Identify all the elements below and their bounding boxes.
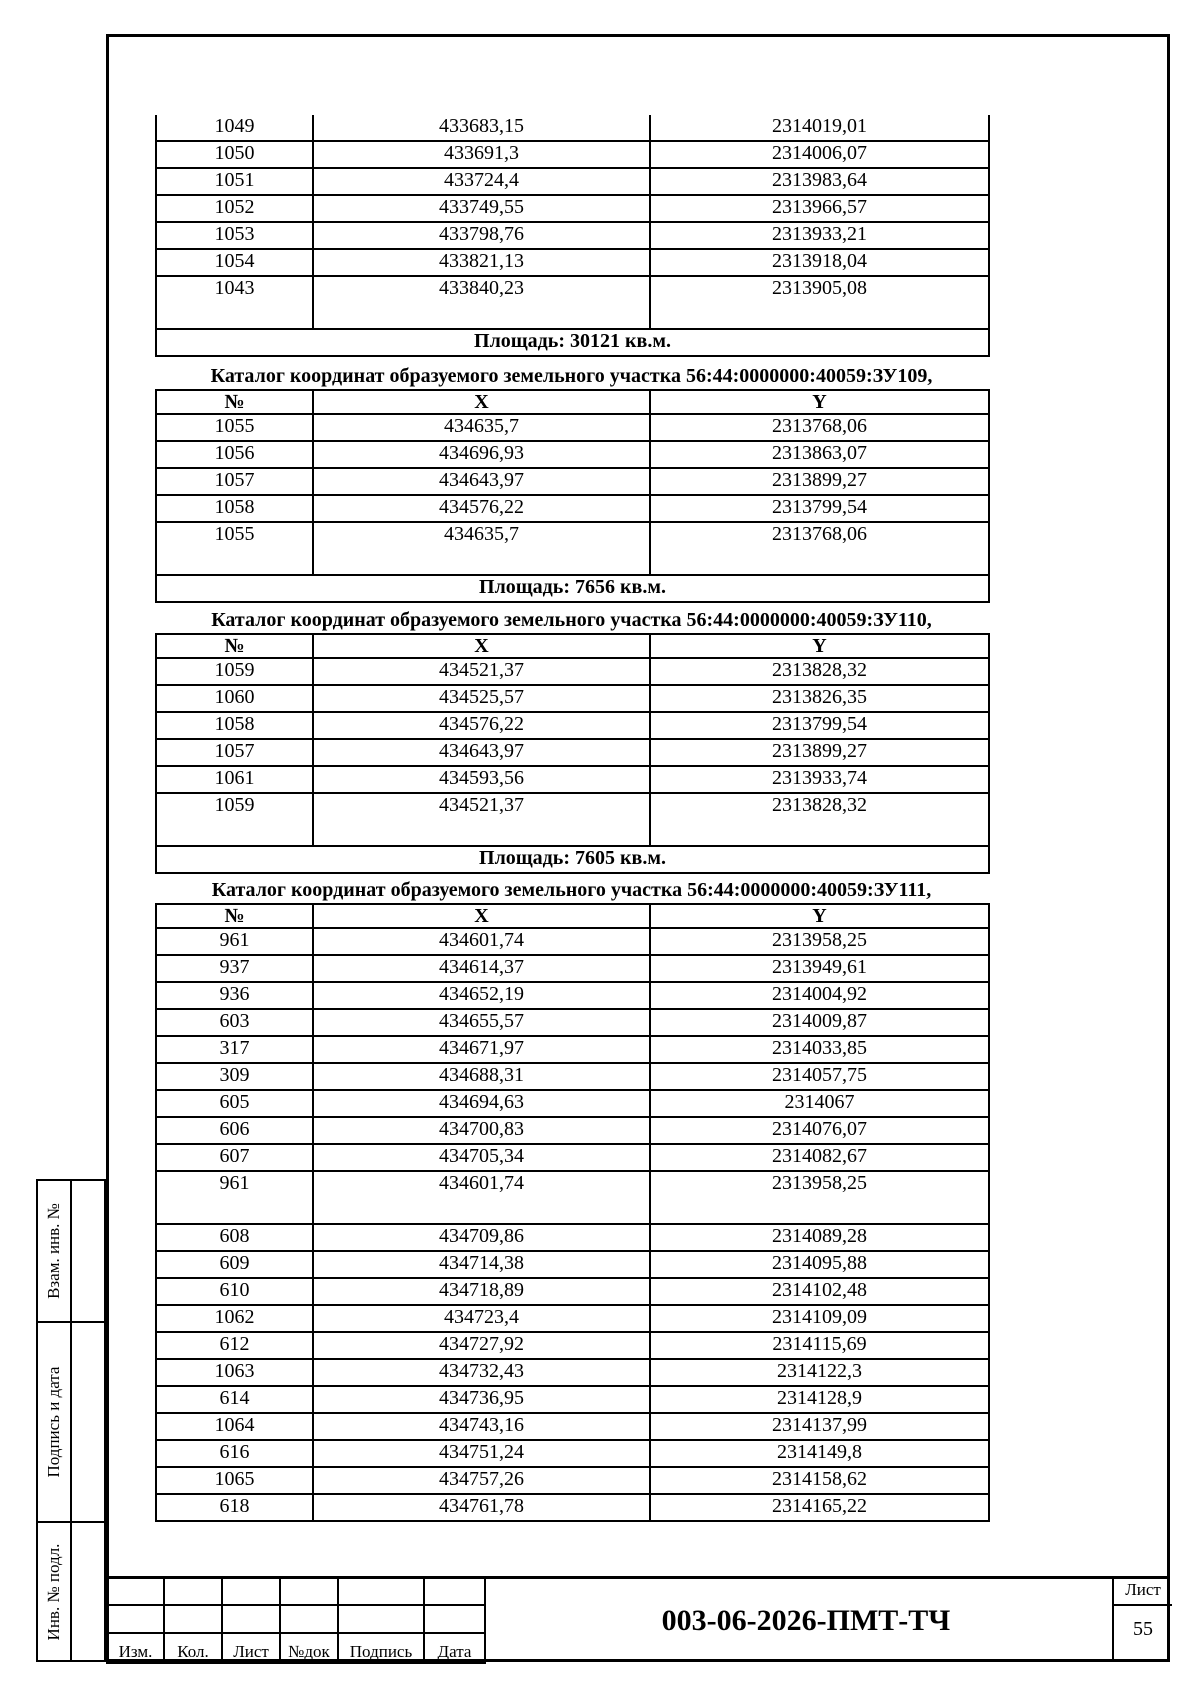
coord-y: 2314122,3 [650,1359,989,1386]
table-row [156,1305,989,1332]
table-row [156,739,989,766]
point-number: 1054 [156,249,313,276]
coord-x: 434576,22 [313,495,650,522]
table-row [156,1413,989,1440]
coord-y: 2313958,25 [650,928,989,955]
sidebar-inv-cell [36,1521,106,1662]
table-row [156,793,989,846]
coord-x: 434576,22 [313,712,650,739]
area-row [156,575,989,602]
table-title-zu109: Каталог координат образуемого земельного участка 56:44:0000000:40059:ЗУ109, [210,365,933,387]
sidebar-vzam-label: Взам. инв. № [44,1203,63,1299]
table-header-row [156,634,989,658]
table-row [156,1467,989,1494]
coord-y: 2313828,32 [650,793,989,846]
table-row [156,1494,989,1521]
table-row [156,1332,989,1359]
revision-grid [106,1576,486,1664]
table-row [156,1386,989,1413]
coord-y: 2314019,01 [650,115,989,141]
coord-y: 2313826,35 [650,685,989,712]
point-number: 603 [156,1009,313,1036]
point-number: 1052 [156,195,313,222]
coord-x: 433821,13 [313,249,650,276]
point-number: 614 [156,1386,313,1413]
table-row [156,522,989,575]
point-number: 1043 [156,276,313,329]
table-row [156,1009,989,1036]
point-number: 1056 [156,441,313,468]
header-y: Y [650,390,989,414]
table-row [156,1224,989,1251]
coord-y: 2314033,85 [650,1036,989,1063]
coord-y: 2313899,27 [650,468,989,495]
point-number: 605 [156,1090,313,1117]
coord-x: 434643,97 [313,739,650,766]
coord-y: 2313958,25 [650,1171,989,1224]
coord-x: 434601,74 [313,928,650,955]
coord-x: 433798,76 [313,222,650,249]
point-number: 317 [156,1036,313,1063]
point-number: 1063 [156,1359,313,1386]
sheet-number: 55 [1133,1618,1153,1640]
coords-table-3 [155,633,990,874]
point-number: 937 [156,955,313,982]
coord-y: 2313799,54 [650,712,989,739]
coord-x: 433691,3 [313,141,650,168]
coord-y: 2314137,99 [650,1413,989,1440]
coord-x: 434723,4 [313,1305,650,1332]
table-row [156,685,989,712]
table-header-row [156,390,989,414]
table-row [156,141,989,168]
header-y: Y [650,904,989,928]
coord-y: 2314149,8 [650,1440,989,1467]
point-number: 608 [156,1224,313,1251]
point-number: 1062 [156,1305,313,1332]
coord-x: 434521,37 [313,658,650,685]
point-number: 1059 [156,658,313,685]
coord-x: 434521,37 [313,793,650,846]
coord-x: 434688,31 [313,1063,650,1090]
coord-y: 2313933,21 [650,222,989,249]
area-value: Площадь: 7656 кв.м. [156,575,989,602]
point-number: 1059 [156,793,313,846]
point-number: 1051 [156,168,313,195]
table-row [156,1359,989,1386]
table-row [156,168,989,195]
area-row [156,846,989,873]
coord-x: 434593,56 [313,766,650,793]
stamp-column-label: Подпись [338,1633,424,1663]
coord-x: 433683,15 [313,115,650,141]
coord-x: 434655,57 [313,1009,650,1036]
table-row [156,414,989,441]
header-x: X [313,390,650,414]
coord-y: 2313863,07 [650,441,989,468]
sheet-label: Лист [1114,1580,1172,1606]
coord-x: 433840,23 [313,276,650,329]
table-row [156,276,989,329]
table-row [156,222,989,249]
side-stamp [36,1179,106,1662]
table-row [156,1090,989,1117]
coord-y: 2313905,08 [650,276,989,329]
point-number: 612 [156,1332,313,1359]
coord-y: 2314067 [650,1090,989,1117]
coord-x: 434743,16 [313,1413,650,1440]
coord-x: 434757,26 [313,1467,650,1494]
coord-x: 434601,74 [313,1171,650,1224]
header-number: № [156,634,313,658]
area-value: Площадь: 7605 кв.м. [156,846,989,873]
stamp-column-label: Изм. [107,1633,164,1663]
coord-y: 2314158,62 [650,1467,989,1494]
point-number: 1058 [156,495,313,522]
table-title-zu110: Каталог координат образуемого земельного участка 56:44:0000000:40059:ЗУ110, [211,609,932,631]
table-row [156,495,989,522]
table-row [156,1144,989,1171]
coord-y: 2314004,92 [650,982,989,1009]
coord-y: 2314057,75 [650,1063,989,1090]
coord-x: 434696,93 [313,441,650,468]
table-row [156,955,989,982]
coord-x: 434635,7 [313,414,650,441]
coord-x: 433749,55 [313,195,650,222]
table-row [156,441,989,468]
coord-y: 2313933,74 [650,766,989,793]
coords-table-3-body [156,634,989,873]
header-x: X [313,904,650,928]
coord-x: 434732,43 [313,1359,650,1386]
sidebar-podpis-label: Подпись и дата [44,1366,63,1478]
table-title-zu111: Каталог координат образуемого земельного участка 56:44:0000000:40059:ЗУ111, [211,879,932,901]
coords-table-4-body [156,904,989,1521]
point-number: 1061 [156,766,313,793]
table-row [156,1171,989,1224]
table-row [156,1440,989,1467]
coords-table-4 [155,903,990,1522]
point-number: 1057 [156,739,313,766]
stamp-column-label: Лист [222,1633,280,1663]
coords-table-1-body [156,115,989,356]
coord-y: 2313899,27 [650,739,989,766]
point-number: 1050 [156,141,313,168]
coord-y: 2313966,57 [650,195,989,222]
coord-y: 2314009,87 [650,1009,989,1036]
header-x: X [313,634,650,658]
table-row [156,195,989,222]
coord-x: 434705,34 [313,1144,650,1171]
table-row [156,1117,989,1144]
point-number: 609 [156,1251,313,1278]
coord-x: 434614,37 [313,955,650,982]
point-number: 616 [156,1440,313,1467]
coord-x: 434727,92 [313,1332,650,1359]
coord-y: 2314089,28 [650,1224,989,1251]
table-header-row [156,904,989,928]
coord-y: 2313828,32 [650,658,989,685]
point-number: 1065 [156,1467,313,1494]
table-row [156,249,989,276]
header-number: № [156,904,313,928]
point-number: 1055 [156,414,313,441]
coords-table-1 [155,115,990,357]
coord-x: 434761,78 [313,1494,650,1521]
sheet-box [1112,1576,1172,1662]
area-value: Площадь: 30121 кв.м. [156,329,989,356]
coord-x: 434751,24 [313,1440,650,1467]
point-number: 961 [156,928,313,955]
sidebar-vzam-cell [36,1179,106,1323]
point-number: 309 [156,1063,313,1090]
coord-y: 2314095,88 [650,1251,989,1278]
table-row [156,928,989,955]
point-number: 936 [156,982,313,1009]
table-row [156,1063,989,1090]
coords-table-2 [155,389,990,603]
coord-y: 2313983,64 [650,168,989,195]
coord-y: 2313918,04 [650,249,989,276]
coord-y: 2314115,69 [650,1332,989,1359]
coord-y: 2314076,07 [650,1117,989,1144]
coord-x: 434525,57 [313,685,650,712]
table-row [156,712,989,739]
point-number: 1049 [156,115,313,141]
coord-y: 2314165,22 [650,1494,989,1521]
point-number: 1053 [156,222,313,249]
table-row [156,982,989,1009]
header-y: Y [650,634,989,658]
table-row [156,468,989,495]
header-number: № [156,390,313,414]
coord-y: 2313768,06 [650,414,989,441]
table-row [156,1036,989,1063]
sidebar-inv-label: Инв. № подл. [44,1543,63,1640]
coord-x: 434652,19 [313,982,650,1009]
table-row [156,766,989,793]
coord-x: 434643,97 [313,468,650,495]
coord-y: 2313949,61 [650,955,989,982]
point-number: 961 [156,1171,313,1224]
coord-y: 2314006,07 [650,141,989,168]
document-code: 003-06-2026-ПМТ-ТЧ [661,1604,951,1637]
coord-x: 434709,86 [313,1224,650,1251]
coord-x: 434694,63 [313,1090,650,1117]
coord-y: 2314102,48 [650,1278,989,1305]
coords-table-2-body [156,390,989,602]
table-row [156,658,989,685]
coord-y: 2313768,06 [650,522,989,575]
stamp-column-label: Дата [424,1633,485,1663]
title-block [106,1576,1170,1662]
point-number: 618 [156,1494,313,1521]
point-number: 610 [156,1278,313,1305]
table-row [156,115,989,141]
coord-y: 2313799,54 [650,495,989,522]
point-number: 1057 [156,468,313,495]
coord-x: 433724,4 [313,168,650,195]
coord-y: 2314082,67 [650,1144,989,1171]
point-number: 1055 [156,522,313,575]
table-row [156,1251,989,1278]
coord-x: 434736,95 [313,1386,650,1413]
point-number: 1060 [156,685,313,712]
coord-x: 434700,83 [313,1117,650,1144]
point-number: 1058 [156,712,313,739]
stamp-column-label: №док [280,1633,338,1663]
coord-y: 2314128,9 [650,1386,989,1413]
point-number: 1064 [156,1413,313,1440]
coord-x: 434714,38 [313,1251,650,1278]
coord-x: 434671,97 [313,1036,650,1063]
stamp-column-label: Кол. [164,1633,222,1663]
coord-x: 434635,7 [313,522,650,575]
point-number: 607 [156,1144,313,1171]
coord-y: 2314109,09 [650,1305,989,1332]
area-row [156,329,989,356]
sidebar-podpis-cell [36,1321,106,1523]
coord-x: 434718,89 [313,1278,650,1305]
point-number: 606 [156,1117,313,1144]
table-row [156,1278,989,1305]
